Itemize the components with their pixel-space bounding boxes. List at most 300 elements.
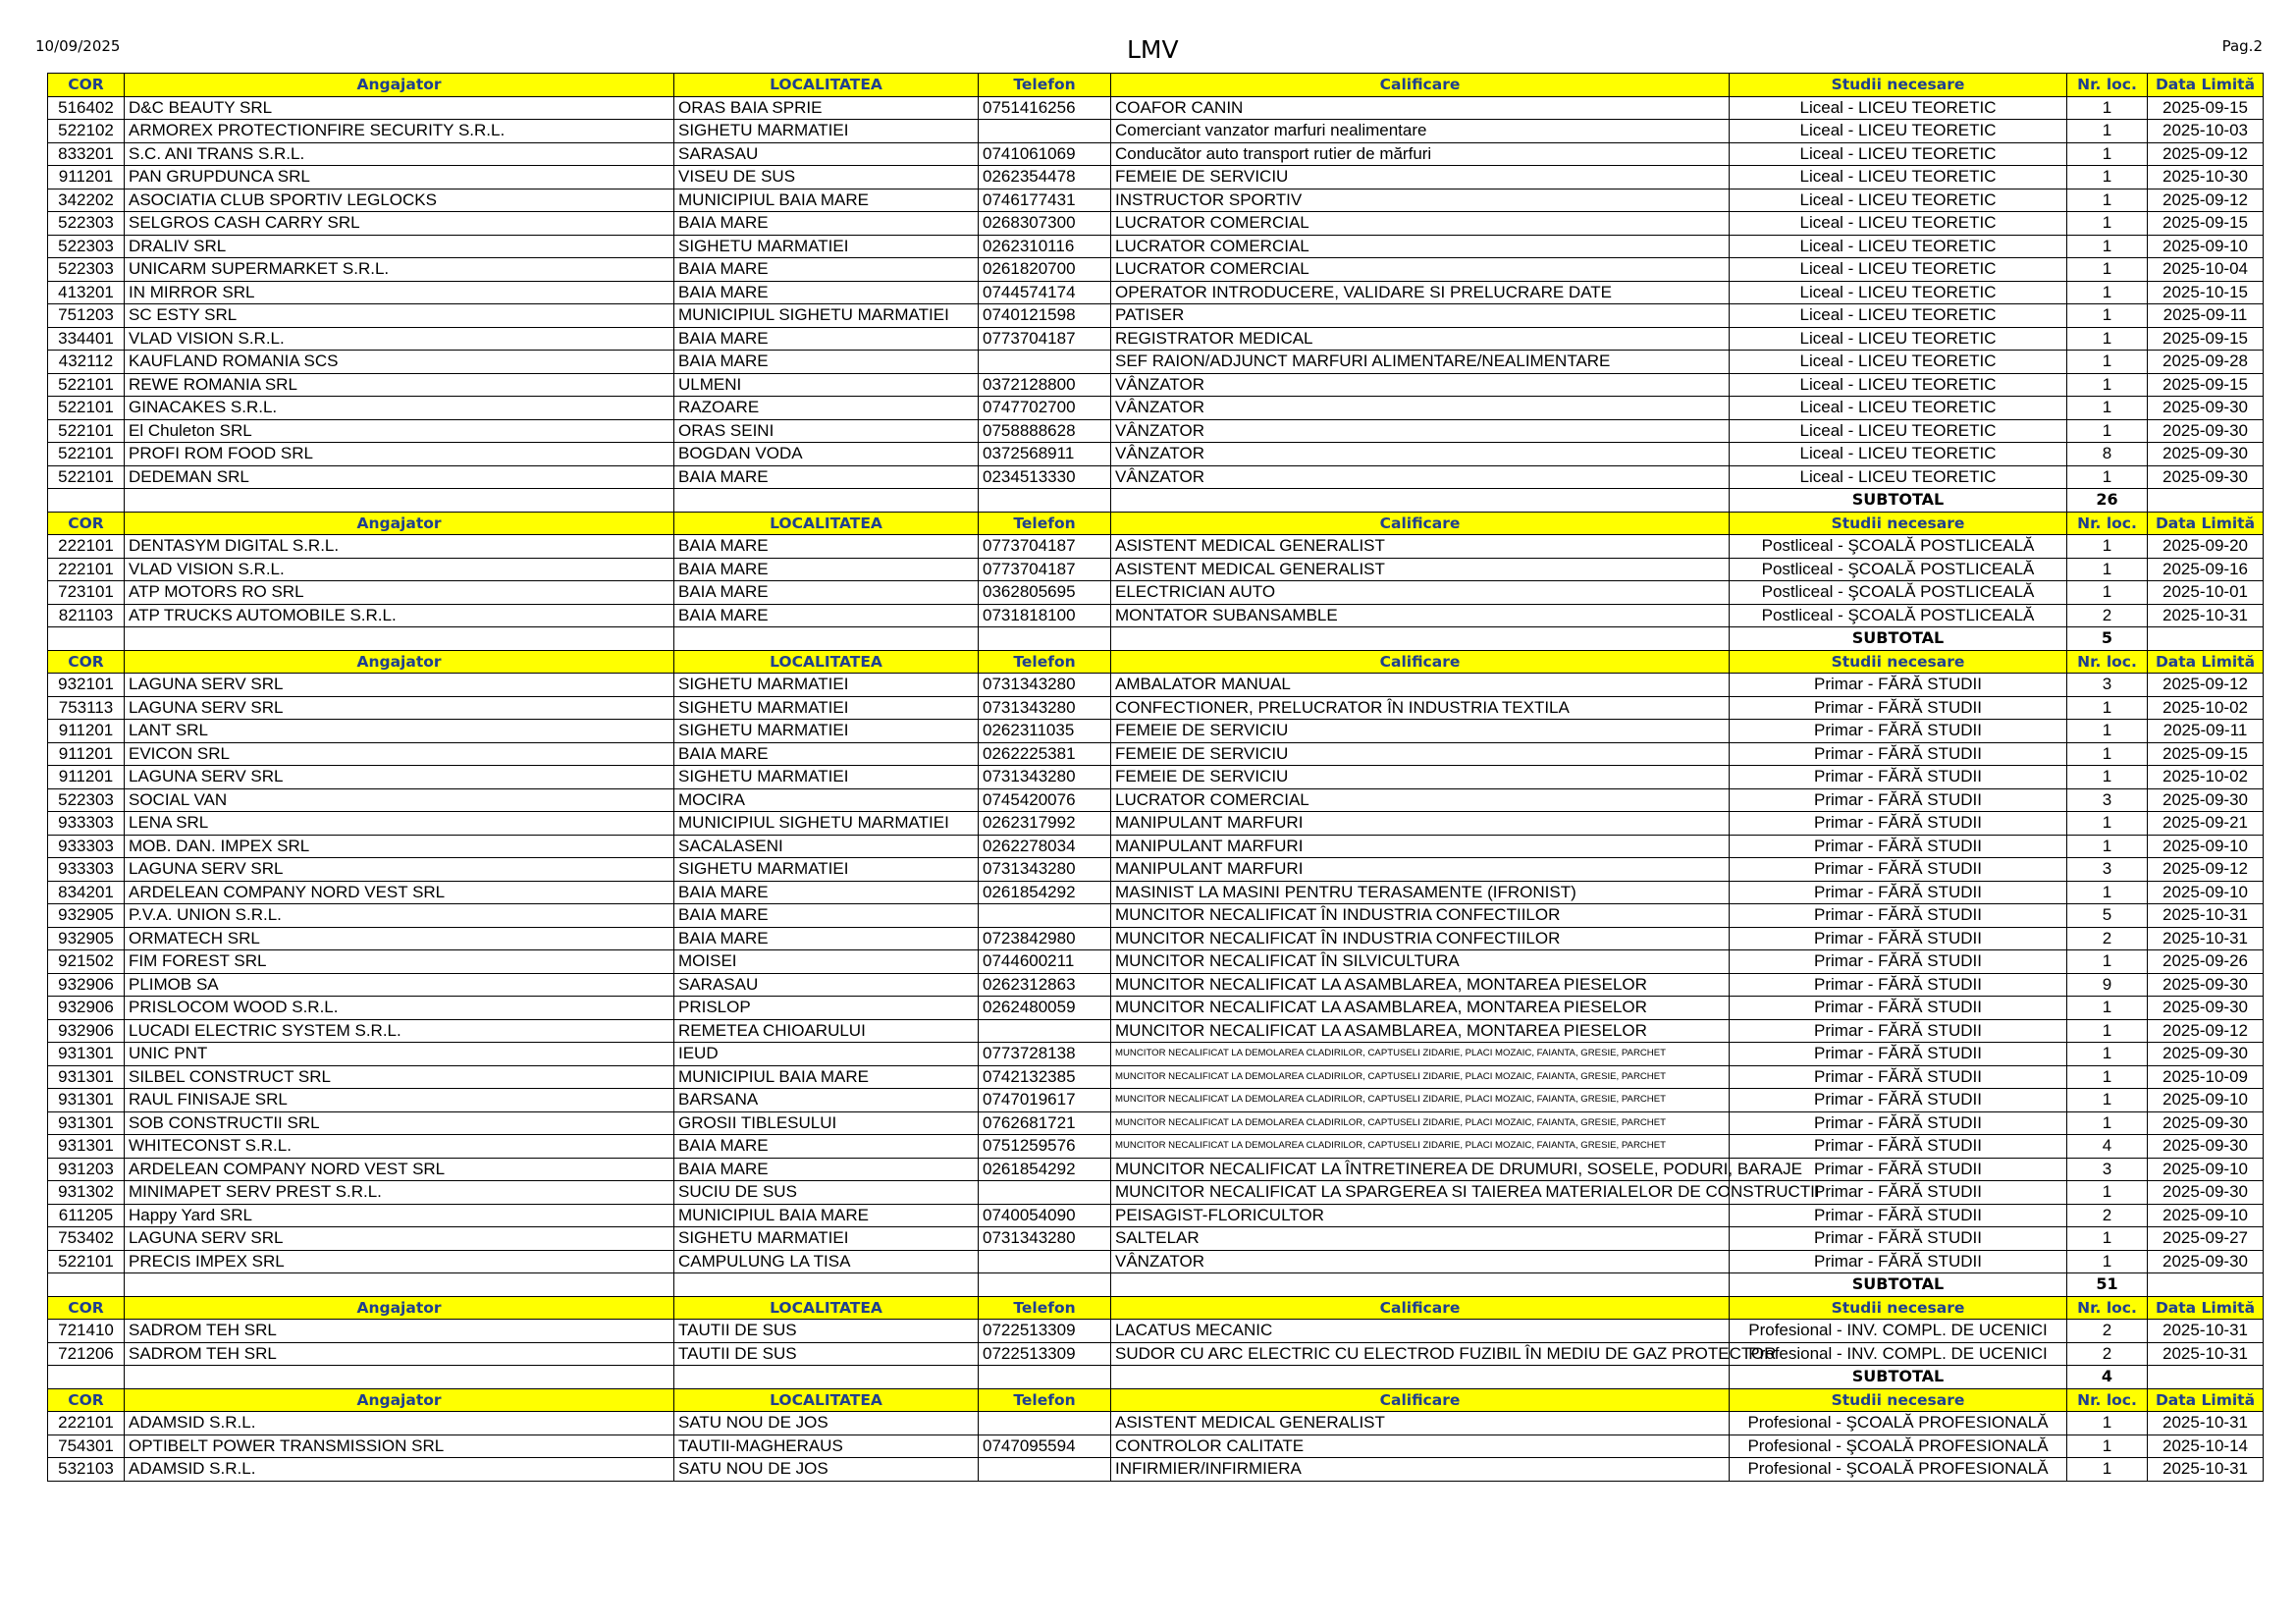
cell-phone: [979, 904, 1111, 928]
cell-deadline: 2025-09-30: [2148, 1181, 2264, 1205]
cell-locality: SIGHETU MARMATIEI: [674, 858, 979, 882]
cell-positions: 8: [2067, 443, 2148, 466]
cell-studies: Primar - FĂRĂ STUDII: [1730, 973, 2067, 997]
cell-cor: 334401: [48, 327, 125, 351]
cell-qualification: Comerciant vanzator marfuri nealimentare: [1111, 120, 1730, 143]
cell-positions: 1: [2067, 281, 2148, 304]
cell-studies: Liceal - LICEU TEORETIC: [1730, 189, 2067, 212]
cell-positions: 2: [2067, 927, 2148, 950]
cell-deadline: 2025-09-28: [2148, 351, 2264, 374]
cell-deadline: 2025-09-30: [2148, 397, 2264, 420]
page-number: Pag.2: [2221, 37, 2263, 55]
cell-qualification: VÂNZATOR: [1111, 419, 1730, 443]
subtotal-blank-cell: [1111, 489, 1730, 513]
cell-locality: SIGHETU MARMATIEI: [674, 120, 979, 143]
cell-phone: [979, 1412, 1111, 1435]
subtotal-label: SUBTOTAL: [1730, 1273, 2067, 1297]
cell-cor: 222101: [48, 535, 125, 559]
cell-positions: 2: [2067, 1320, 2148, 1343]
cell-locality: ULMENI: [674, 373, 979, 397]
cell-locality: SACALASENI: [674, 835, 979, 858]
cell-studies: Primar - FĂRĂ STUDII: [1730, 1089, 2067, 1112]
subtotal-blank-cell: [674, 1273, 979, 1297]
cell-positions: 1: [2067, 235, 2148, 258]
cell-employer: LAGUNA SERV SRL: [125, 766, 674, 789]
cell-phone: 0261854292: [979, 881, 1111, 904]
table-header-row: [48, 650, 2264, 674]
cell-qualification: MANIPULANT MARFURI: [1111, 812, 1730, 836]
cell-cor: 932906: [48, 1019, 125, 1043]
table-row: [48, 397, 2264, 420]
table-row: [48, 581, 2264, 605]
cell-employer: PRISLOCOM WOOD S.R.L.: [125, 997, 674, 1020]
table-row: [48, 1342, 2264, 1366]
cell-phone: 0723842980: [979, 927, 1111, 950]
cell-phone: 0762681721: [979, 1111, 1111, 1135]
cell-positions: 1: [2067, 558, 2148, 581]
cell-locality: SIGHETU MARMATIEI: [674, 720, 979, 743]
table-row: [48, 535, 2264, 559]
table-row: [48, 1250, 2264, 1273]
cell-cor: 721206: [48, 1342, 125, 1366]
cell-positions: 1: [2067, 1019, 2148, 1043]
cell-deadline: 2025-09-15: [2148, 327, 2264, 351]
table-row: [48, 881, 2264, 904]
cell-employer: LUCADI ELECTRIC SYSTEM S.R.L.: [125, 1019, 674, 1043]
cell-employer: Happy Yard SRL: [125, 1204, 674, 1227]
cell-phone: 0731343280: [979, 696, 1111, 720]
subtotal-blank-cell: [1111, 627, 1730, 651]
cell-cor: 222101: [48, 558, 125, 581]
cell-qualification: LUCRATOR COMERCIAL: [1111, 788, 1730, 812]
subtotal-blank-cell: [125, 1366, 674, 1389]
column-header-deadline: Data Limită: [2148, 512, 2264, 535]
cell-employer: ADAMSID S.R.L.: [125, 1458, 674, 1482]
cell-positions: 1: [2067, 1435, 2148, 1458]
cell-cor: 931301: [48, 1089, 125, 1112]
table-row: [48, 120, 2264, 143]
cell-phone: 0362805695: [979, 581, 1111, 605]
cell-qualification: VÂNZATOR: [1111, 397, 1730, 420]
table-row: [48, 373, 2264, 397]
cell-cor: 522101: [48, 443, 125, 466]
cell-employer: SILBEL CONSTRUCT SRL: [125, 1065, 674, 1089]
cell-cor: 911201: [48, 720, 125, 743]
subtotal-blank-cell: [979, 1273, 1111, 1297]
cell-positions: 1: [2067, 1227, 2148, 1251]
cell-qualification: CONFECTIONER, PRELUCRATOR ÎN INDUSTRIA TEXTILA: [1111, 696, 1730, 720]
cell-deadline: 2025-10-09: [2148, 1065, 2264, 1089]
column-header-cor: COR: [48, 512, 125, 535]
cell-deadline: 2025-10-31: [2148, 1320, 2264, 1343]
cell-positions: 3: [2067, 1158, 2148, 1181]
cell-qualification: MUNCITOR NECALIFICAT LA ASAMBLAREA, MONTAREA PIESELOR: [1111, 1019, 1730, 1043]
table-row: [48, 835, 2264, 858]
cell-cor: 753402: [48, 1227, 125, 1251]
table-row: [48, 1435, 2264, 1458]
cell-positions: 3: [2067, 674, 2148, 697]
cell-phone: 0773704187: [979, 535, 1111, 559]
cell-studies: Liceal - LICEU TEORETIC: [1730, 397, 2067, 420]
cell-deadline: 2025-09-11: [2148, 720, 2264, 743]
cell-studies: Liceal - LICEU TEORETIC: [1730, 281, 2067, 304]
cell-studies: Primar - FĂRĂ STUDII: [1730, 858, 2067, 882]
cell-deadline: 2025-09-21: [2148, 812, 2264, 836]
subtotal-blank-cell: [1111, 1273, 1730, 1297]
cell-employer: P.V.A. UNION S.R.L.: [125, 904, 674, 928]
cell-deadline: 2025-10-31: [2148, 604, 2264, 627]
cell-deadline: 2025-09-26: [2148, 950, 2264, 974]
cell-positions: 1: [2067, 304, 2148, 328]
cell-qualification: ASISTENT MEDICAL GENERALIST: [1111, 558, 1730, 581]
cell-cor: 932905: [48, 904, 125, 928]
table-row: [48, 604, 2264, 627]
cell-phone: 0262278034: [979, 835, 1111, 858]
cell-studies: Liceal - LICEU TEORETIC: [1730, 142, 2067, 166]
cell-locality: SIGHETU MARMATIEI: [674, 766, 979, 789]
table-row: [48, 443, 2264, 466]
cell-deadline: 2025-09-12: [2148, 858, 2264, 882]
cell-employer: LENA SRL: [125, 812, 674, 836]
cell-employer: PLIMOB SA: [125, 973, 674, 997]
column-header-qualification: Calificare: [1111, 1296, 1730, 1320]
cell-studies: Liceal - LICEU TEORETIC: [1730, 235, 2067, 258]
cell-phone: [979, 1458, 1111, 1482]
cell-studies: Primar - FĂRĂ STUDII: [1730, 1135, 2067, 1159]
cell-positions: 2: [2067, 604, 2148, 627]
cell-positions: 1: [2067, 696, 2148, 720]
cell-employer: VLAD VISION S.R.L.: [125, 558, 674, 581]
table-row: [48, 997, 2264, 1020]
cell-deadline: 2025-09-10: [2148, 1089, 2264, 1112]
cell-positions: 1: [2067, 812, 2148, 836]
cell-locality: MUNICIPIUL SIGHETU MARMATIEI: [674, 304, 979, 328]
cell-cor: 834201: [48, 881, 125, 904]
cell-locality: RAZOARE: [674, 397, 979, 420]
cell-locality: CAMPULUNG LA TISA: [674, 1250, 979, 1273]
cell-studies: Primar - FĂRĂ STUDII: [1730, 950, 2067, 974]
table-row: [48, 96, 2264, 120]
cell-phone: 0740121598: [979, 304, 1111, 328]
cell-positions: 1: [2067, 1412, 2148, 1435]
column-header-employer: Angajator: [125, 74, 674, 97]
cell-cor: 931301: [48, 1111, 125, 1135]
column-header-studies: Studii necesare: [1730, 650, 2067, 674]
cell-deadline: 2025-09-10: [2148, 881, 2264, 904]
cell-locality: BARSANA: [674, 1089, 979, 1112]
cell-cor: 522303: [48, 235, 125, 258]
cell-studies: Liceal - LICEU TEORETIC: [1730, 443, 2067, 466]
cell-locality: IEUD: [674, 1043, 979, 1066]
cell-locality: BAIA MARE: [674, 742, 979, 766]
cell-employer: SADROM TEH SRL: [125, 1342, 674, 1366]
cell-phone: 0731343280: [979, 1227, 1111, 1251]
cell-deadline: 2025-09-12: [2148, 189, 2264, 212]
cell-qualification: MANIPULANT MARFURI: [1111, 835, 1730, 858]
cell-locality: BAIA MARE: [674, 212, 979, 236]
column-header-cor: COR: [48, 1388, 125, 1412]
cell-positions: 1: [2067, 120, 2148, 143]
cell-studies: Profesional - INV. COMPL. DE UCENICI: [1730, 1342, 2067, 1366]
cell-employer: UNICARM SUPERMARKET S.R.L.: [125, 258, 674, 282]
cell-deadline: 2025-09-30: [2148, 788, 2264, 812]
cell-deadline: 2025-09-30: [2148, 1135, 2264, 1159]
cell-studies: Postliceal - ŞCOALĂ POSTLICEALĂ: [1730, 535, 2067, 559]
cell-cor: 522102: [48, 120, 125, 143]
cell-deadline: 2025-09-15: [2148, 96, 2264, 120]
cell-studies: Primar - FĂRĂ STUDII: [1730, 1065, 2067, 1089]
cell-employer: OPTIBELT POWER TRANSMISSION SRL: [125, 1435, 674, 1458]
cell-studies: Profesional - ŞCOALĂ PROFESIONALĂ: [1730, 1412, 2067, 1435]
cell-deadline: 2025-09-30: [2148, 973, 2264, 997]
cell-qualification: PATISER: [1111, 304, 1730, 328]
cell-locality: BAIA MARE: [674, 581, 979, 605]
cell-deadline: 2025-09-30: [2148, 997, 2264, 1020]
cell-phone: 0747095594: [979, 1435, 1111, 1458]
cell-phone: 0262310116: [979, 235, 1111, 258]
cell-cor: 522101: [48, 1250, 125, 1273]
cell-locality: SARASAU: [674, 142, 979, 166]
cell-positions: 3: [2067, 788, 2148, 812]
cell-phone: 0773704187: [979, 558, 1111, 581]
cell-employer: GINACAKES S.R.L.: [125, 397, 674, 420]
cell-positions: 1: [2067, 1065, 2148, 1089]
cell-positions: 1: [2067, 419, 2148, 443]
cell-phone: 0261854292: [979, 1158, 1111, 1181]
table-row: [48, 1204, 2264, 1227]
cell-cor: 522101: [48, 465, 125, 489]
cell-cor: 821103: [48, 604, 125, 627]
cell-studies: Liceal - LICEU TEORETIC: [1730, 304, 2067, 328]
cell-employer: SC ESTY SRL: [125, 304, 674, 328]
cell-studies: Primar - FĂRĂ STUDII: [1730, 927, 2067, 950]
cell-phone: 0751416256: [979, 96, 1111, 120]
cell-cor: 522101: [48, 373, 125, 397]
column-header-positions: Nr. loc.: [2067, 1388, 2148, 1412]
cell-phone: 0758888628: [979, 419, 1111, 443]
cell-positions: 1: [2067, 742, 2148, 766]
column-header-deadline: Data Limită: [2148, 1296, 2264, 1320]
cell-phone: [979, 351, 1111, 374]
cell-deadline: 2025-10-31: [2148, 904, 2264, 928]
cell-cor: 721410: [48, 1320, 125, 1343]
cell-qualification: MONTATOR SUBANSAMBLE: [1111, 604, 1730, 627]
subtotal-value: 26: [2067, 489, 2148, 513]
subtotal-blank-cell: [979, 1366, 1111, 1389]
cell-cor: 342202: [48, 189, 125, 212]
cell-cor: 753113: [48, 696, 125, 720]
cell-studies: Primar - FĂRĂ STUDII: [1730, 812, 2067, 836]
table-row: [48, 189, 2264, 212]
cell-studies: Primar - FĂRĂ STUDII: [1730, 835, 2067, 858]
column-header-phone: Telefon: [979, 1296, 1111, 1320]
table-row: [48, 235, 2264, 258]
table-row: [48, 1019, 2264, 1043]
cell-locality: SATU NOU DE JOS: [674, 1412, 979, 1435]
cell-positions: 1: [2067, 327, 2148, 351]
cell-phone: 0744600211: [979, 950, 1111, 974]
cell-locality: ORAS BAIA SPRIE: [674, 96, 979, 120]
subtotal-blank-cell: [674, 489, 979, 513]
column-header-phone: Telefon: [979, 74, 1111, 97]
column-header-employer: Angajator: [125, 1388, 674, 1412]
cell-studies: Liceal - LICEU TEORETIC: [1730, 419, 2067, 443]
cell-qualification: Conducător auto transport rutier de mărfuri: [1111, 142, 1730, 166]
cell-locality: BAIA MARE: [674, 1158, 979, 1181]
column-header-qualification: Calificare: [1111, 74, 1730, 97]
cell-qualification: MASINIST LA MASINI PENTRU TERASAMENTE (IFRONIST): [1111, 881, 1730, 904]
cell-cor: 931302: [48, 1181, 125, 1205]
cell-deadline: 2025-09-10: [2148, 835, 2264, 858]
cell-phone: 0773728138: [979, 1043, 1111, 1066]
cell-employer: VLAD VISION S.R.L.: [125, 327, 674, 351]
cell-studies: Postliceal - ŞCOALĂ POSTLICEALĂ: [1730, 604, 2067, 627]
cell-locality: SIGHETU MARMATIEI: [674, 696, 979, 720]
table-row: [48, 696, 2264, 720]
cell-positions: 2: [2067, 1204, 2148, 1227]
cell-positions: 1: [2067, 997, 2148, 1020]
cell-studies: Liceal - LICEU TEORETIC: [1730, 465, 2067, 489]
cell-cor: 522303: [48, 258, 125, 282]
cell-employer: D&C BEAUTY SRL: [125, 96, 674, 120]
cell-qualification: AMBALATOR MANUAL: [1111, 674, 1730, 697]
cell-qualification: MUNCITOR NECALIFICAT ÎN INDUSTRIA CONFECTIILOR: [1111, 927, 1730, 950]
cell-studies: Profesional - ŞCOALĂ PROFESIONALĂ: [1730, 1458, 2067, 1482]
cell-positions: 1: [2067, 835, 2148, 858]
column-header-studies: Studii necesare: [1730, 1296, 2067, 1320]
cell-locality: TAUTII DE SUS: [674, 1342, 979, 1366]
cell-cor: 933303: [48, 858, 125, 882]
cell-employer: LAGUNA SERV SRL: [125, 1227, 674, 1251]
cell-deadline: 2025-09-15: [2148, 742, 2264, 766]
cell-deadline: 2025-10-30: [2148, 166, 2264, 189]
cell-phone: 0262317992: [979, 812, 1111, 836]
cell-qualification: MUNCITOR NECALIFICAT LA DEMOLAREA CLADIRILOR, CAPTUSELI ZIDARIE, PLACI MOZAIC, FAIANTA, GRESIE, PARCHET: [1111, 1089, 1730, 1112]
column-header-locality: LOCALITATEA: [674, 1296, 979, 1320]
cell-cor: 222101: [48, 1412, 125, 1435]
column-header-positions: Nr. loc.: [2067, 1296, 2148, 1320]
cell-positions: 1: [2067, 258, 2148, 282]
cell-positions: 9: [2067, 973, 2148, 997]
cell-employer: LAGUNA SERV SRL: [125, 858, 674, 882]
cell-qualification: ASISTENT MEDICAL GENERALIST: [1111, 535, 1730, 559]
table-row: [48, 812, 2264, 836]
subtotal-label: SUBTOTAL: [1730, 489, 2067, 513]
cell-employer: ARDELEAN COMPANY NORD VEST SRL: [125, 881, 674, 904]
cell-deadline: 2025-09-30: [2148, 465, 2264, 489]
cell-phone: 0372128800: [979, 373, 1111, 397]
cell-employer: SELGROS CASH CARRY SRL: [125, 212, 674, 236]
cell-positions: 1: [2067, 1043, 2148, 1066]
cell-positions: 1: [2067, 397, 2148, 420]
cell-positions: 1: [2067, 212, 2148, 236]
subtotal-value: 4: [2067, 1366, 2148, 1389]
cell-qualification: MUNCITOR NECALIFICAT LA ASAMBLAREA, MONTAREA PIESELOR: [1111, 997, 1730, 1020]
cell-employer: WHITECONST S.R.L.: [125, 1135, 674, 1159]
column-header-locality: LOCALITATEA: [674, 1388, 979, 1412]
table-row: [48, 927, 2264, 950]
cell-cor: 932906: [48, 997, 125, 1020]
cell-positions: 1: [2067, 1111, 2148, 1135]
cell-phone: 0740054090: [979, 1204, 1111, 1227]
cell-locality: SIGHETU MARMATIEI: [674, 1227, 979, 1251]
cell-qualification: SALTELAR: [1111, 1227, 1730, 1251]
cell-qualification: MUNCITOR NECALIFICAT LA ASAMBLAREA, MONTAREA PIESELOR: [1111, 973, 1730, 997]
cell-qualification: SEF RAION/ADJUNCT MARFURI ALIMENTARE/NEALIMENTARE: [1111, 351, 1730, 374]
column-header-positions: Nr. loc.: [2067, 650, 2148, 674]
cell-cor: 413201: [48, 281, 125, 304]
cell-phone: [979, 1019, 1111, 1043]
table-row: [48, 742, 2264, 766]
column-header-phone: Telefon: [979, 1388, 1111, 1412]
cell-deadline: 2025-09-20: [2148, 535, 2264, 559]
cell-deadline: 2025-10-14: [2148, 1435, 2264, 1458]
column-header-deadline: Data Limită: [2148, 1388, 2264, 1412]
cell-positions: 1: [2067, 881, 2148, 904]
cell-qualification: MUNCITOR NECALIFICAT LA ÎNTRETINEREA DE DRUMURI, SOSELE, PODURI, BARAJE: [1111, 1158, 1730, 1181]
table-row: [48, 1320, 2264, 1343]
cell-cor: 522101: [48, 419, 125, 443]
cell-qualification: FEMEIE DE SERVICIU: [1111, 720, 1730, 743]
cell-positions: 3: [2067, 858, 2148, 882]
table-row: [48, 1227, 2264, 1251]
cell-deadline: 2025-09-10: [2148, 235, 2264, 258]
table-row: [48, 351, 2264, 374]
cell-locality: BOGDAN VODA: [674, 443, 979, 466]
cell-locality: MUNICIPIUL BAIA MARE: [674, 189, 979, 212]
cell-locality: BAIA MARE: [674, 281, 979, 304]
table-header-row: [48, 1296, 2264, 1320]
cell-studies: Liceal - LICEU TEORETIC: [1730, 120, 2067, 143]
cell-cor: 432112: [48, 351, 125, 374]
table-row: [48, 1135, 2264, 1159]
cell-locality: MUNICIPIUL BAIA MARE: [674, 1204, 979, 1227]
cell-employer: ATP TRUCKS AUTOMOBILE S.R.L.: [125, 604, 674, 627]
subtotal-blank-cell: [48, 489, 125, 513]
cell-locality: BAIA MARE: [674, 351, 979, 374]
cell-positions: 1: [2067, 373, 2148, 397]
subtotal-label: SUBTOTAL: [1730, 627, 2067, 651]
cell-locality: MOISEI: [674, 950, 979, 974]
cell-deadline: 2025-10-31: [2148, 1412, 2264, 1435]
cell-qualification: MUNCITOR NECALIFICAT ÎN SILVICULTURA: [1111, 950, 1730, 974]
cell-deadline: 2025-09-30: [2148, 1043, 2264, 1066]
cell-studies: Primar - FĂRĂ STUDII: [1730, 696, 2067, 720]
cell-cor: 754301: [48, 1435, 125, 1458]
cell-qualification: FEMEIE DE SERVICIU: [1111, 742, 1730, 766]
table-row: [48, 281, 2264, 304]
subtotal-label: SUBTOTAL: [1730, 1366, 2067, 1389]
subtotal-blank-cell: [674, 1366, 979, 1389]
column-header-employer: Angajator: [125, 512, 674, 535]
cell-locality: MOCIRA: [674, 788, 979, 812]
table-row: [48, 212, 2264, 236]
cell-studies: Liceal - LICEU TEORETIC: [1730, 373, 2067, 397]
cell-qualification: PEISAGIST-FLORICULTOR: [1111, 1204, 1730, 1227]
cell-phone: 0372568911: [979, 443, 1111, 466]
cell-phone: 0751259576: [979, 1135, 1111, 1159]
cell-employer: ORMATECH SRL: [125, 927, 674, 950]
cell-studies: Profesional - INV. COMPL. DE UCENICI: [1730, 1320, 2067, 1343]
cell-qualification: ASISTENT MEDICAL GENERALIST: [1111, 1412, 1730, 1435]
cell-studies: Primar - FĂRĂ STUDII: [1730, 1043, 2067, 1066]
cell-positions: 1: [2067, 1089, 2148, 1112]
cell-deadline: 2025-10-31: [2148, 927, 2264, 950]
cell-cor: 933303: [48, 835, 125, 858]
cell-positions: 1: [2067, 96, 2148, 120]
cell-positions: 1: [2067, 1458, 2148, 1482]
cell-positions: 1: [2067, 142, 2148, 166]
